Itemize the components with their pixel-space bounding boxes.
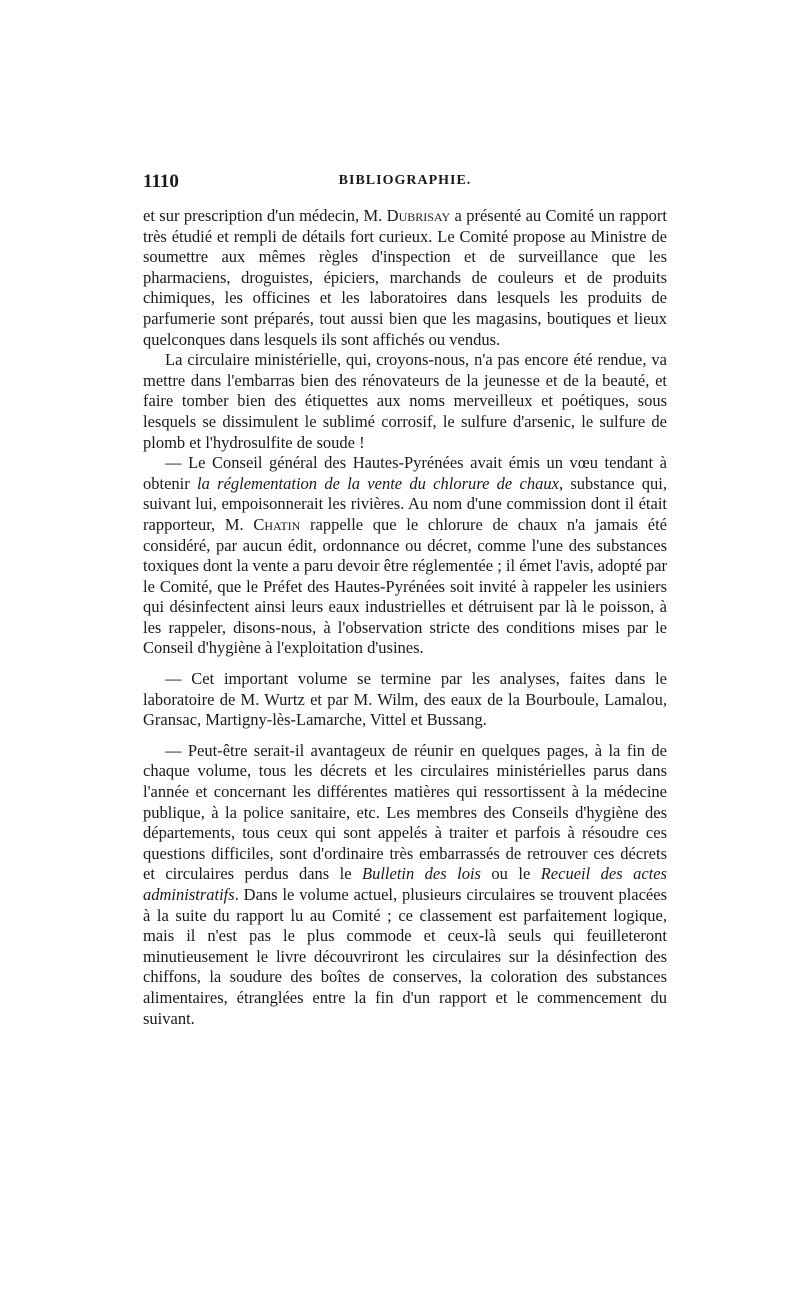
text-run: , substance qui, suivant lui, empoisonnerait les rivières. Au nom d'une commission dont il était rapporteur, M. (143, 473, 668, 534)
page-number: 1110 (143, 171, 179, 192)
italic-regulation-title: la réglementation de la vente du chlorure de chaux (197, 473, 559, 493)
paragraph-dubrisay-report (143, 206, 667, 350)
italic-recueil-des-actes: Recueil des actes administratifs (143, 864, 667, 904)
paragraph-hautes-pyrenees (143, 453, 667, 659)
text-run: . Dans le volume actuel, plusieurs circulaires se trouvent placées à la suite du rapport lu au Comité ; ce classement est parfaitement logique, mais il n'est pas le plus commode et ceux-là seuls qui feuilleteront minutieusement le livre découvriront les circulaires sur la désinfection des chiffons, la soudure des boîtes de conserves, la coloration des substances alimentaires, étranglées entre la fin d'un rapport et le commencement du suivant. (143, 885, 667, 1028)
person-name-chatin: Chatin (253, 514, 301, 534)
text-run: ou le (480, 864, 541, 884)
paragraph-decrees-suggestion (143, 741, 667, 1029)
text-run: — Le Conseil général des Hautes-Pyrénées avait émis un vœu tendant à obtenir (143, 453, 667, 493)
text-run: et sur prescription d'un médecin, M. (143, 206, 387, 225)
text-run: rappelle que le chlorure de chaux n'a jamais été considéré, par aucun édit, ordonnance ou décret, comme l'une des substances toxiques dont la vente a paru devoir être réglementée ; il émet l'avis, adopté par le Comité, que le Préfet des Hautes-Pyrénées soit invité à rappeler les usiniers qui désinfectent ainsi leurs eaux industrielles et détruisent par là le poisson, à les rappeler, disons-nous, à l'observation stricte des conditions mises par le Conseil d'hygiène à l'exploitation d'usines. (143, 514, 668, 658)
page-header (143, 171, 667, 195)
text-run: a présenté au Comité un rapport très étudié et rempli de détails fort curieux. Le Comité propose au Ministre de soumettre aux mêmes règles d'inspection et de surveillance que les pharmaciens, droguistes, épiciers, marchands de couleurs et de produits chimiques, les officines et les laboratoires dans lesquels les produits de parfumerie sont préparés, tout aussi bien que les magasins, boutiques et lieux quelconques dans lesquels ils sont affichés ou vendus. (143, 206, 667, 349)
paragraph-ministerial-circular: La circulaire ministérielle, qui, croyons-nous, n'a pas encore été rendue, va mettre dans l'embarras bien des rénovateurs de la jeunesse et de la beauté, et faire tomber bien des étiquettes aux noms merveilleux et poétiques, sous lesquels se dissimulent le sublimé corrosif, le sulfure d'arsenic, le sulfure de plomb et l'hydrosulfite de soude ! (143, 350, 667, 452)
person-name-dubrisay: Dubrisay (386, 206, 451, 225)
text-run: — Peut-être serait-il avantageux de réunir en quelques pages, à la fin de chaque volume, tous les décrets et les circulaires ministérielles parus dans l'année et concernant les différentes matières qui ressortissent à la médecine publique, à la police sanitaire, etc. Les membres des Conseils d'hygiène des départements, tous ceux qui sont appelés à traiter et parfois à résoudre ces questions difficiles, sont d'ordinaire très embarrassés de retrouver ces décrets et circulaires perdus dans le (143, 740, 667, 884)
paragraph-water-analyses: — Cet important volume se termine par les analyses, faites dans le laboratoire de M. Wurtz et par M. Wilm, des eaux de la Bourboule, Lamalou, Gransac, Martigny-lès-Lamarche, Vittel et Bussang. (143, 669, 667, 730)
italic-bulletin-des-lois: Bulletin des lois (362, 864, 481, 884)
body-text (143, 206, 667, 1029)
running-title: BIBLIOGRAPHIE. (338, 173, 472, 188)
